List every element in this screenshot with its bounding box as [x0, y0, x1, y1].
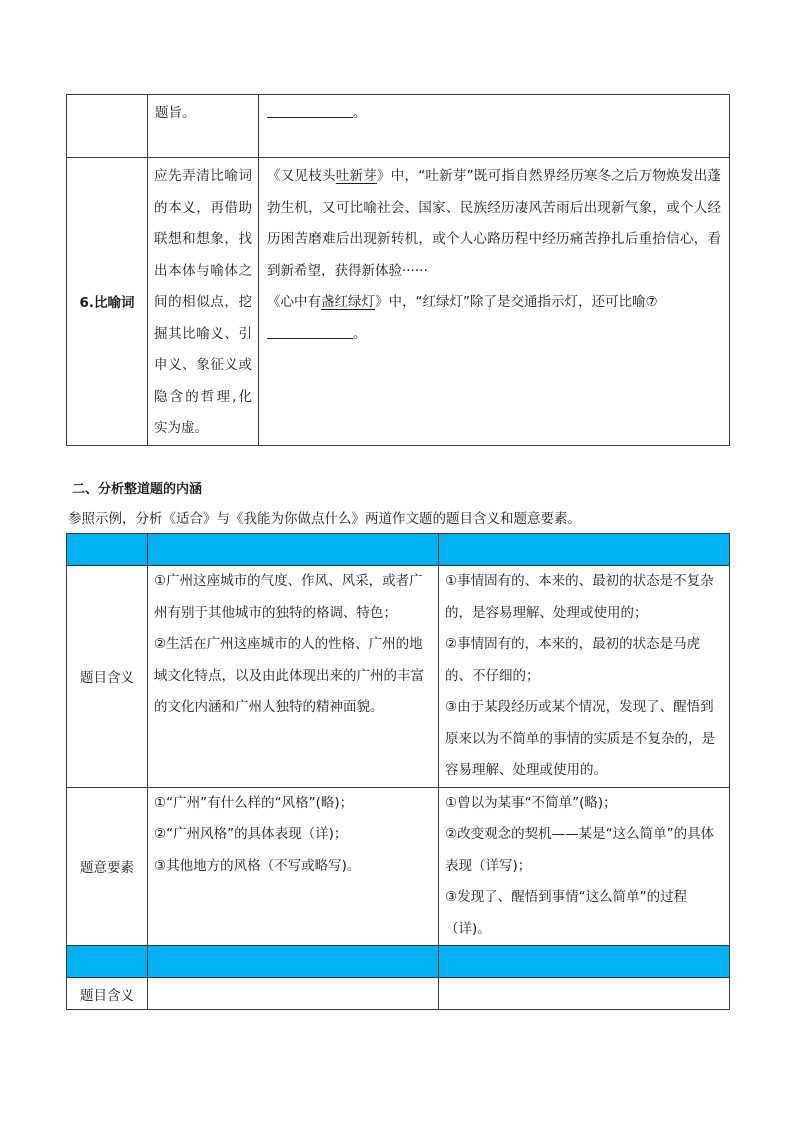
- header-cell: [67, 946, 148, 978]
- list-item: ③其他地方的风格（不写或略写)。: [154, 857, 361, 874]
- table-cell: [67, 95, 148, 158]
- list-item: ②事情固有的，本来的，最初的状态是马虎的、不仔细的；: [445, 636, 701, 684]
- rhetoric-table: [66, 94, 730, 446]
- table-cell: [148, 566, 439, 788]
- header-cell: [439, 534, 730, 566]
- table-row: [67, 158, 730, 446]
- section-title: 二、分析整道题的内涵: [72, 482, 203, 497]
- table-cell: [148, 978, 439, 1010]
- table-cell: [67, 158, 148, 446]
- example-text: 《又见枝头吐新芽》中，“吐新芽”既可指自然界经历寒冬之后万物焕发出蓬勃生机，又可比喻社会、国家、民族经历凄风苦雨后出现新气象，或个人经历困苦磨难后出现新转机，或个人心路历程中经历痛苦挣扎后重拾信心，看到新希望，获得新体验······: [267, 168, 722, 279]
- table-row: [67, 95, 730, 158]
- list-item: ①“广州”有什么样的“风格”(略)；: [154, 794, 354, 811]
- table-cell: [148, 787, 439, 946]
- list-item: ①广州这座城市的气度、作风、风采，或者广州有别于其他城市的独特的格调、特色；: [154, 573, 423, 621]
- row-label: 题目含义: [67, 566, 148, 788]
- table-cell: [148, 95, 259, 158]
- header-cell: [439, 946, 730, 978]
- row-label: 6.比喻词: [79, 295, 135, 312]
- fill-blank[interactable]: [267, 324, 353, 339]
- table-cell: [259, 95, 730, 158]
- fill-blank[interactable]: [267, 103, 353, 118]
- list-item: ③由于某段经历或某个情况，发现了、醒悟到原来以为不简单的事情的实质是不复杂的，是容易理解、处理或使用的。: [445, 699, 715, 778]
- table-header-row: [67, 946, 730, 978]
- table-cell: [259, 158, 730, 446]
- cell-text: 。: [259, 95, 729, 130]
- header-cell: [148, 946, 439, 978]
- list-item: ①事情固有的、本来的、最初的状态是不复杂的，是容易理解、处理或使用的；: [445, 573, 714, 621]
- header-cell: [148, 534, 439, 566]
- method-text: 应先弄清比喻词的本义，再借助联想和想象，找出本体与喻体之间的相似点，挖掘其比喻义、引申义、象征义或隐含的哲理,化实为虚。: [154, 168, 252, 436]
- example-text: 《心中有盏红绿灯》中，“红绿灯”除了是交通指示灯，还可比喻⑦。: [267, 294, 658, 342]
- table-cell: [439, 787, 730, 946]
- cell-text: 题旨。: [155, 105, 196, 121]
- list-item: ①曾以为某事“不简单”(略)；: [445, 794, 617, 811]
- list-item: ③发现了、醒悟到事情“这么简单”的过程（详)。: [445, 889, 688, 937]
- table-cell: [439, 978, 730, 1010]
- header-cell: [67, 534, 148, 566]
- list-item: ②“广州风格”的具体表现（详)；: [154, 826, 348, 842]
- table-cell: [148, 158, 259, 446]
- table-row: [67, 787, 730, 946]
- table-row: [67, 566, 730, 788]
- section-intro: 参照示例，分析《适合》与《我能为你做点什么》两道作文题的题目含义和题意要素。: [68, 511, 581, 527]
- table-header-row: [67, 534, 730, 566]
- list-item: ②生活在广州这座城市的人的性格、广州的地域文化特点，以及由此体现出来的广州的丰富的文化内涵和广州人独特的精神面貌。: [154, 636, 424, 715]
- analysis-table: [66, 533, 730, 1010]
- row-label: 题目含义: [67, 978, 148, 1010]
- list-item: ②改变观念的契机——某是“这么简单”的具体表现（详写)；: [445, 826, 715, 874]
- row-label: 题意要素: [67, 787, 148, 946]
- table-cell: [439, 566, 730, 788]
- table-row: [67, 978, 730, 1010]
